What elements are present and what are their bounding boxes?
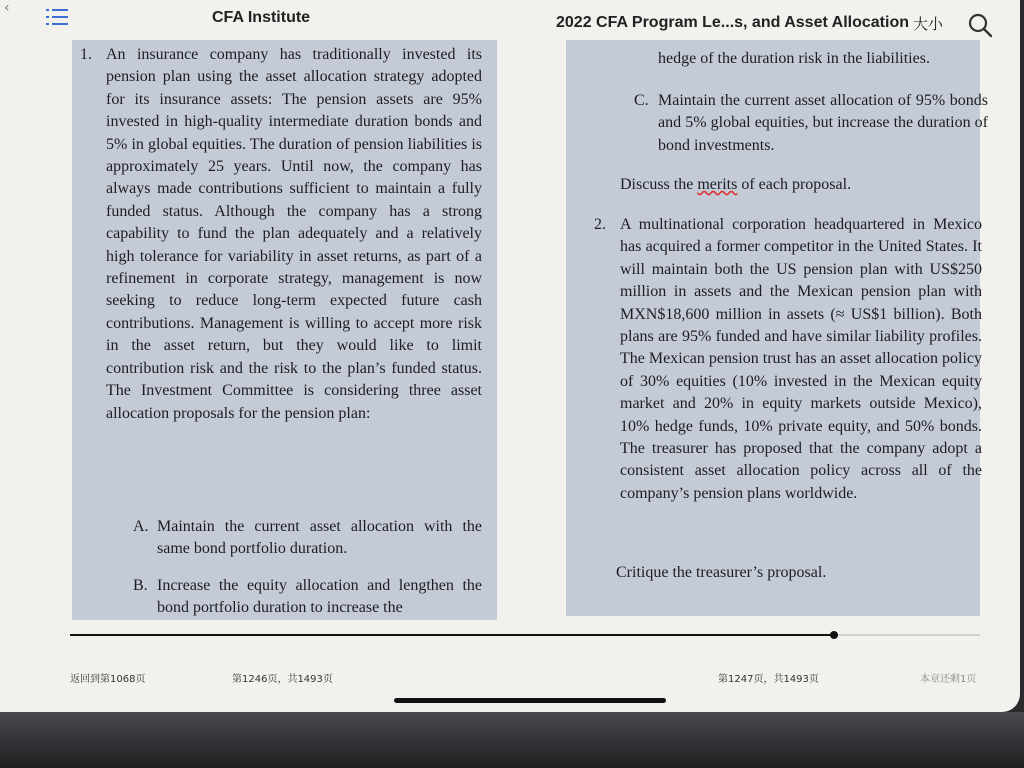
table-of-contents-icon[interactable] [46, 8, 70, 26]
option-a [133, 516, 482, 561]
question-2-text: A multinational corporation headquartered in Mexico has acquired a former competitor in the United States. It will maintain both the US pension plan with US$250 million in assets and the Mexican pension plan with MXN$18,600 million in assets (≈ US$1 billion). Both plans are 95% funded and have similar liability profiles. The Mexican pension trust has an asset allocation policy of 30% equities (10% invested in the Mexican equity market and 20% in equity markets outside Mexico), 10% hedge funds, 10% private equity, and 50% bonds. The treasurer has proposed that the company adopt a consistent asset allocation policy across all of the company’s pension plans worldwide. [620, 216, 982, 502]
right-page [566, 40, 988, 616]
discuss-prompt-start: Discuss the [620, 176, 698, 193]
option-c-label: C. [634, 92, 649, 109]
critique-prompt: Critique the treasurer’s proposal. [616, 564, 827, 581]
question-1-text: An insurance company has traditionally invested its pension plan using the asset allocation strategy adopted for its insurance assets: The pension assets are 95% invested in high-quality intermediate duration bonds and 5% in global equities. The duration of pension liabilities is approximately 25 years. Until now, the company has always made contributions sufficient to maintain a fully funded status. Although the company has a strong capability to fund the plan adequately and a relatively high tolerance for variability in asset returns, as part of a refinement in corporate strategy, management is now seeking to reduce long-term expected future cash contributions. Management is willing to accept more risk in the asset return, but they would like to limit contribution risk and the risk to the plan’s funded status. The Investment Committee is considering three asset allocation proposals for the pension plan: [106, 46, 482, 422]
home-indicator[interactable] [394, 698, 666, 703]
back-to-page-link[interactable]: 返回到第1068页 [70, 674, 146, 685]
discuss-prompt-end: of each proposal. [737, 176, 852, 193]
device-bezel [0, 712, 1024, 768]
left-page-number: 第1246页，共1493页 [232, 674, 333, 685]
option-a-text: Maintain the current asset allocation with the same bond portfolio duration. [157, 518, 482, 558]
question-2 [594, 214, 982, 505]
reader-toolbar [0, 0, 1020, 40]
question-1-number: 1. [80, 46, 92, 63]
font-size-button[interactable]: 大小 [913, 15, 944, 33]
option-b-label: B. [133, 577, 148, 594]
discuss-prompt [620, 174, 960, 196]
option-a-label: A. [133, 518, 149, 535]
reading-progress-fill [70, 634, 834, 636]
question-2-number: 2. [594, 216, 606, 233]
reading-progress-knob[interactable] [830, 631, 838, 639]
book-publisher-title: CFA Institute [212, 9, 311, 26]
left-page [72, 40, 497, 620]
chapter-remaining: 本章还剩1页 [920, 674, 977, 685]
question-1 [80, 44, 482, 425]
option-b [133, 575, 482, 620]
right-page-number: 第1247页，共1493页 [718, 674, 819, 685]
option-b-continuation: hedge of the duration risk in the liabilities. [658, 50, 930, 67]
spellcheck-word-merits[interactable]: merits [697, 176, 738, 193]
book-chapter-title: 2022 CFA Program Le...s, and Asset Allocation [556, 14, 909, 31]
search-icon[interactable] [967, 12, 993, 38]
option-b-text: Increase the equity allocation and lengthen the bond portfolio duration to increase the [157, 577, 482, 617]
option-c-text: Maintain the current asset allocation of 95% bonds and 5% global equities, but increase the duration of bond investments. [658, 92, 988, 154]
reading-progress-slider[interactable] [70, 634, 980, 636]
back-chevron-icon[interactable]: ‹ [4, 0, 10, 16]
option-c [634, 90, 988, 157]
